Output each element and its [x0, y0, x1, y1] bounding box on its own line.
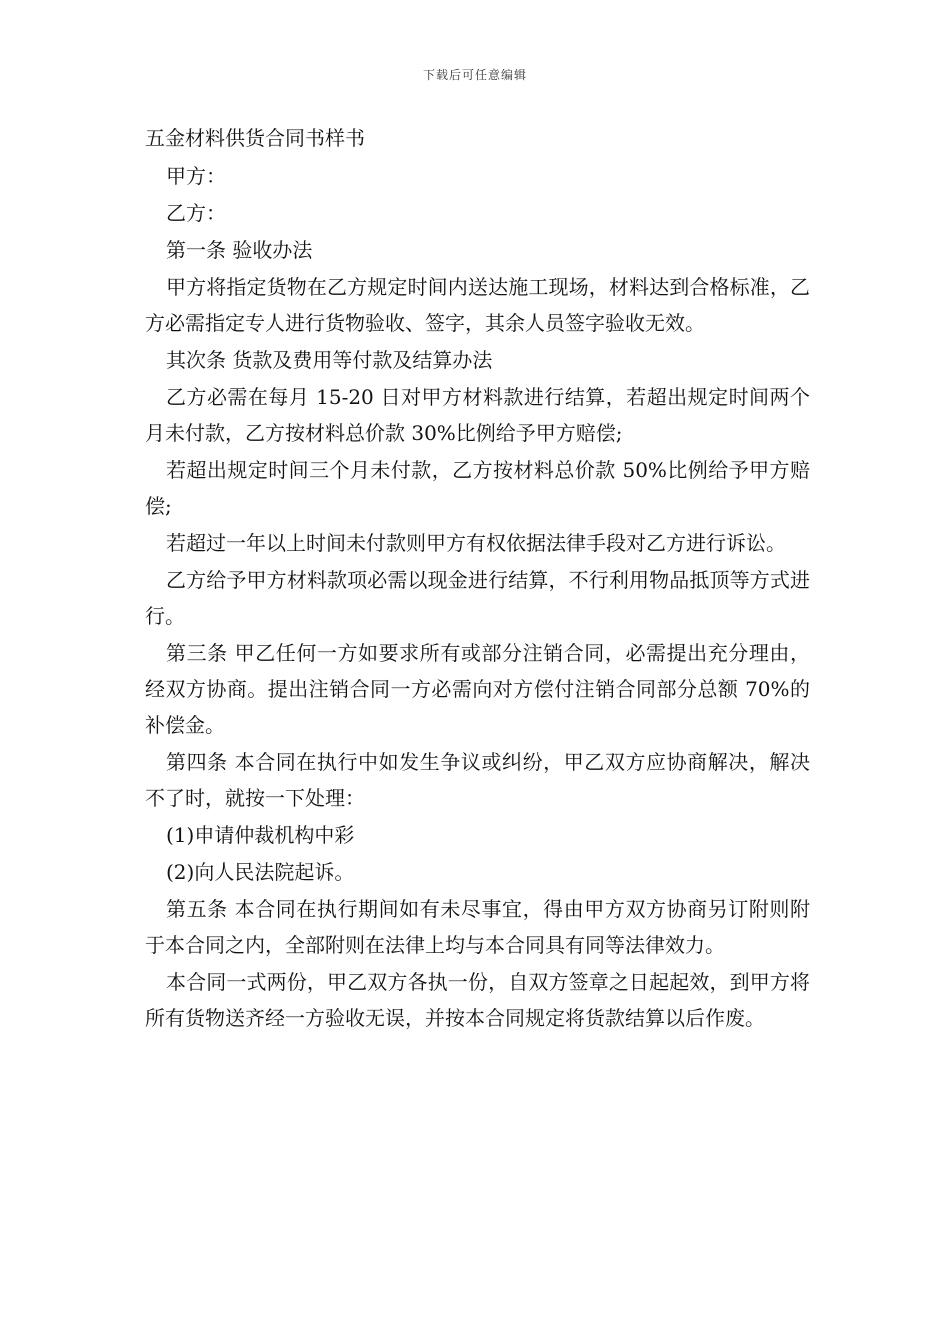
article-3-text: 第三条 甲乙任何一方如要求所有或部分注销合同，必需提出充分理由，经双方协商。提出注销合同一方必需向对方偿付注销合同部分总额 70%的补偿金。	[145, 641, 810, 737]
article-2-text-4: 乙方给予甲方材料款项必需以现金进行结算，不行利用物品抵顶等方式进行。	[145, 568, 810, 628]
party-a-line: 甲方：	[166, 164, 226, 188]
article-4-item-2: (2)向人民法院起诉。	[166, 860, 355, 884]
article-1-text: 甲方将指定货物在乙方规定时间内送达施工现场，材料达到合格标准，乙方必需指定专人进行货物验收、签字，其余人员签字验收无效。	[145, 275, 810, 335]
article-4-text: 第四条 本合同在执行中如发生争议或纠纷，甲乙双方应协商解决，解决不了时，就按一下处理：	[145, 750, 810, 810]
article-2-text-1: 乙方必需在每月 15-20 日对甲方材料款进行结算，若超出规定时间两个月未付款，乙方按材料总价款 30%比例给予甲方赔偿;	[145, 385, 810, 445]
header-note: 下载后可任意编辑	[422, 68, 527, 82]
closing-text: 本合同一式两份，甲乙双方各执一份，自双方签章之日起起效，到甲方将所有货物送齐经一方验收无误，并按本合同规定将货款结算以后作废。	[145, 970, 810, 1030]
document-title: 五金材料供货合同书样书	[145, 126, 365, 150]
article-1-heading: 第一条 验收办法	[166, 238, 313, 262]
article-2-text-3: 若超过一年以上时间未付款则甲方有权依据法律手段对乙方进行诉讼。	[166, 531, 786, 555]
article-2-text-2: 若超出规定时间三个月未付款，乙方按材料总价款 50%比例给予甲方赔偿;	[145, 458, 810, 518]
party-b-line: 乙方：	[166, 201, 226, 225]
article-5-text: 第五条 本合同在执行期间如有未尽事宜，得由甲方双方协商另订附则附于本合同之内，全部附则在法律上均与本合同具有同等法律效力。	[145, 897, 810, 957]
article-4-item-1: (1)申请仲裁机构中彩	[166, 823, 355, 847]
article-2-heading: 其次条 货款及费用等付款及结算办法	[166, 348, 493, 372]
document-body	[145, 121, 810, 1037]
